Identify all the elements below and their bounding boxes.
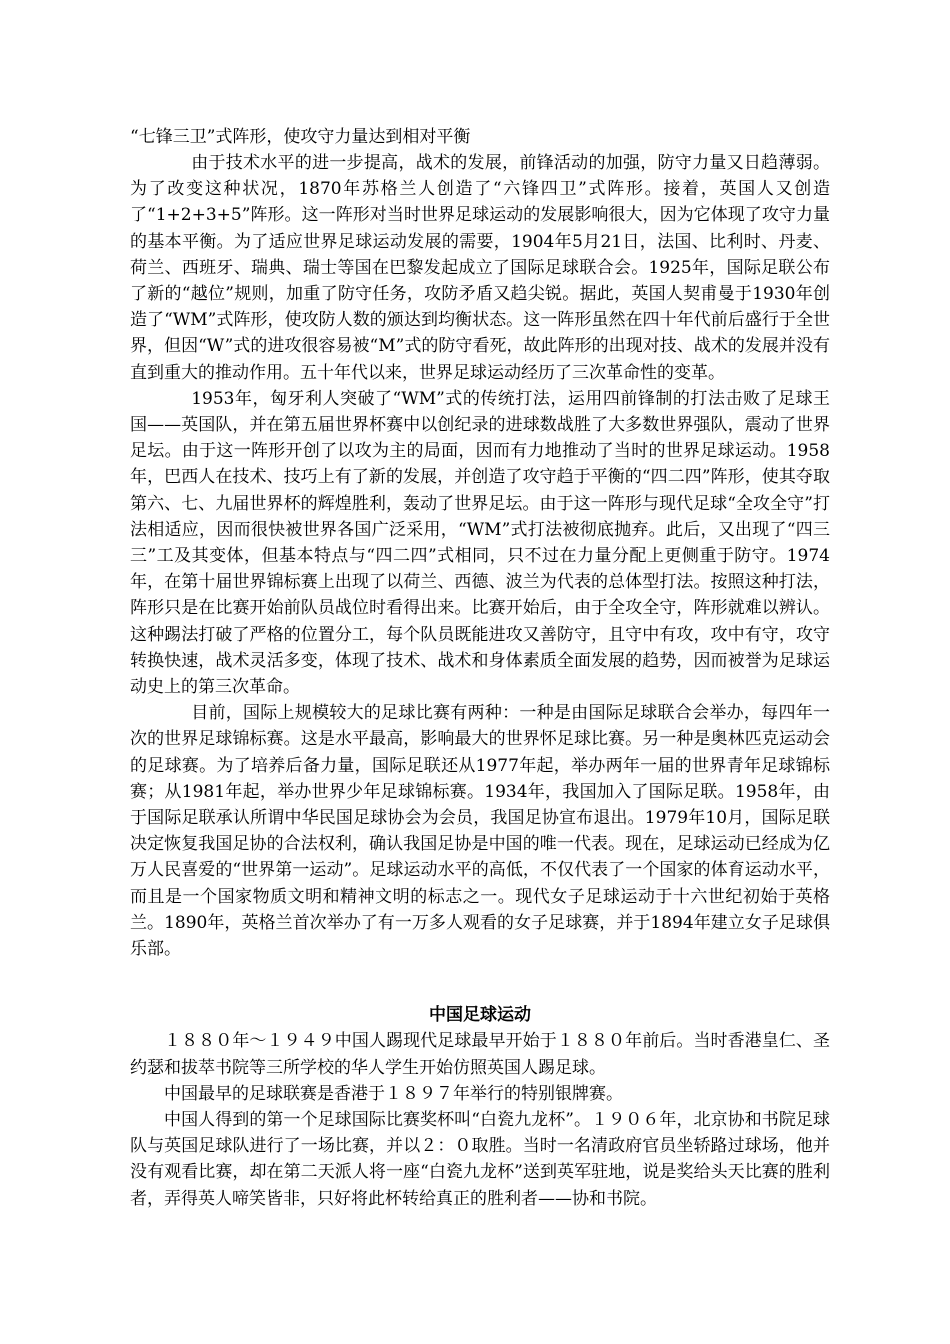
formation-heading: “七锋三卫”式阵形，使攻守力量达到相对平衡 — [130, 127, 471, 147]
paragraph-china-first-trophy: 中国人得到的第一个足球国际比赛奖杯叫“白瓷九龙杯”。１９０６年，北京协和书院足球队与英国足球队进行了一场比赛，并以２：０取胜。当时一名清政府官员坐轿路过球场，他并没有观看比赛，却在第二天派人将一座“白瓷九龙杯”送到英军驻地，说是奖给头天比赛的胜利者，弄得英人啼笑皆非，只好将此杯转给真正的胜利者——协和书院。 — [130, 1109, 830, 1209]
china-football-title: 中国足球运动 — [429, 1005, 531, 1026]
paragraph-china-origin: １８８０年～１９４９中国人踢现代足球最早开始于１８８０年前后。当时香港皇仁、圣约瑟和拔萃书院等三所学校的华人学生开始仿照英国人踢足球。 — [130, 1031, 830, 1078]
paragraph-formation-history: 由于技术水平的进一步提高，战术的发展，前锋活动的加强，防守力量又日趋薄弱。为了改变这种状况，1870年苏格兰人创造了“六锋四卫”式阵形。接着，英国人又创造了“1+2+3+5”阵形。这一阵形对当时世界足球运动的发展影响很大，因为它体现了攻守力量的基本平衡。为了适应世界足球运动发展的需要，1904年5月21日，法国、比利时、丹麦、荷兰、西班牙、瑞典、瑞士等国在巴黎发起成立了国际足球联合会。1925年，国际足联公布了新的“越位”规则，加重了防守任务，攻防矛盾又趋尖锐。据此，英国人契甫曼于1930年创造了“WM”式阵形，使攻防人数的颁达到均衡状态。这一阵形虽然在四十年代前后盛行于全世界，但因“W”式的进攻很容易被“M”式的防守看死，故此阵形的出现对技、战术的发展并没有直到重大的推动作用。五十年代以来，世界足球运动经历了三次革命性的变革。 — [130, 153, 830, 383]
paragraph-1953-revolution: 1953年，匈牙利人突破了“WM”式的传统打法，运用四前锋制的打法击败了足球王国——英国队，并在第五届世界杯赛中以创纪录的进球数战胜了大多数世界强队，震动了世界足坛。由于这一阵形开创了以攻为主的局面，因而有力地推动了当时的世界足球运动。1958年，巴西人在技术、技巧上有了新的发展，并创造了攻守趋于平衡的“四二四”阵形，使其夺取第六、七、九届世界杯的辉煌胜利，轰动了世界足坛。由于这一阵形与现代足球“全攻全守”打法相适应，因而很快被世界各国广泛采用，“WM”式打法被彻底抛弃。此后，又出现了“四三三”工及其变体，但基本特点与“四二四”式相同，只不过在力量分配上更侧重于防守。1974年，在第十届世界锦标赛上出现了以荷兰、西德、波兰为代表的总体型打法。按照这种打法，阵形只是在比赛开始前队员战位时看得出来。比赛开始后，由于全攻全守，阵形就难以辨认。这种踢法打破了严格的位置分工，每个队员既能进攻又善防守，且守中有攻，攻中有守，攻守转换快速，战术灵活多变，体现了技术、战术和身体素质全面发展的趋势，因而被誉为足球运动史上的第三次革命。 — [130, 388, 830, 698]
document-page — [130, 124, 830, 1212]
paragraph-international-competitions: 目前，国际上规模较大的足球比赛有两种：一种是由国际足球联合会举办，每四年一次的世界足球锦标赛。这是水平最高，影响最大的世界怀足球比赛。另一种是奥林匹克运动会的足球赛。为了培养后备力量，国际足联还从1977年起，举办两年一届的世界青年足球锦标赛；从1981年起，举办世界少年足球锦标赛。1934年，我国加入了国际足联。1958年，由于国际足联承认所谓中华民国足球协会为会员，我国足协宣布退出。1979年10月，国际足联决定恢复我国足协的合法权利，确认我国足协是中国的唯一代表。现在，足球运动已经成为亿万人民喜爱的“世界第一运动”。足球运动水平的高低，不仅代表了一个国家的体育运动水平，而且是一个国家物质文明和精神文明的标志之一。现代女子足球运动于十六世纪初始于英格兰。1890年，英格兰首次举办了有一万多人观看的女子足球赛，并于1894年建立女子足球俱乐部。 — [130, 703, 830, 960]
paragraph-china-first-league: 中国最早的足球联赛是香港于１８９７年举行的特别银牌赛。 — [164, 1083, 623, 1104]
section-spacer — [130, 962, 830, 1002]
